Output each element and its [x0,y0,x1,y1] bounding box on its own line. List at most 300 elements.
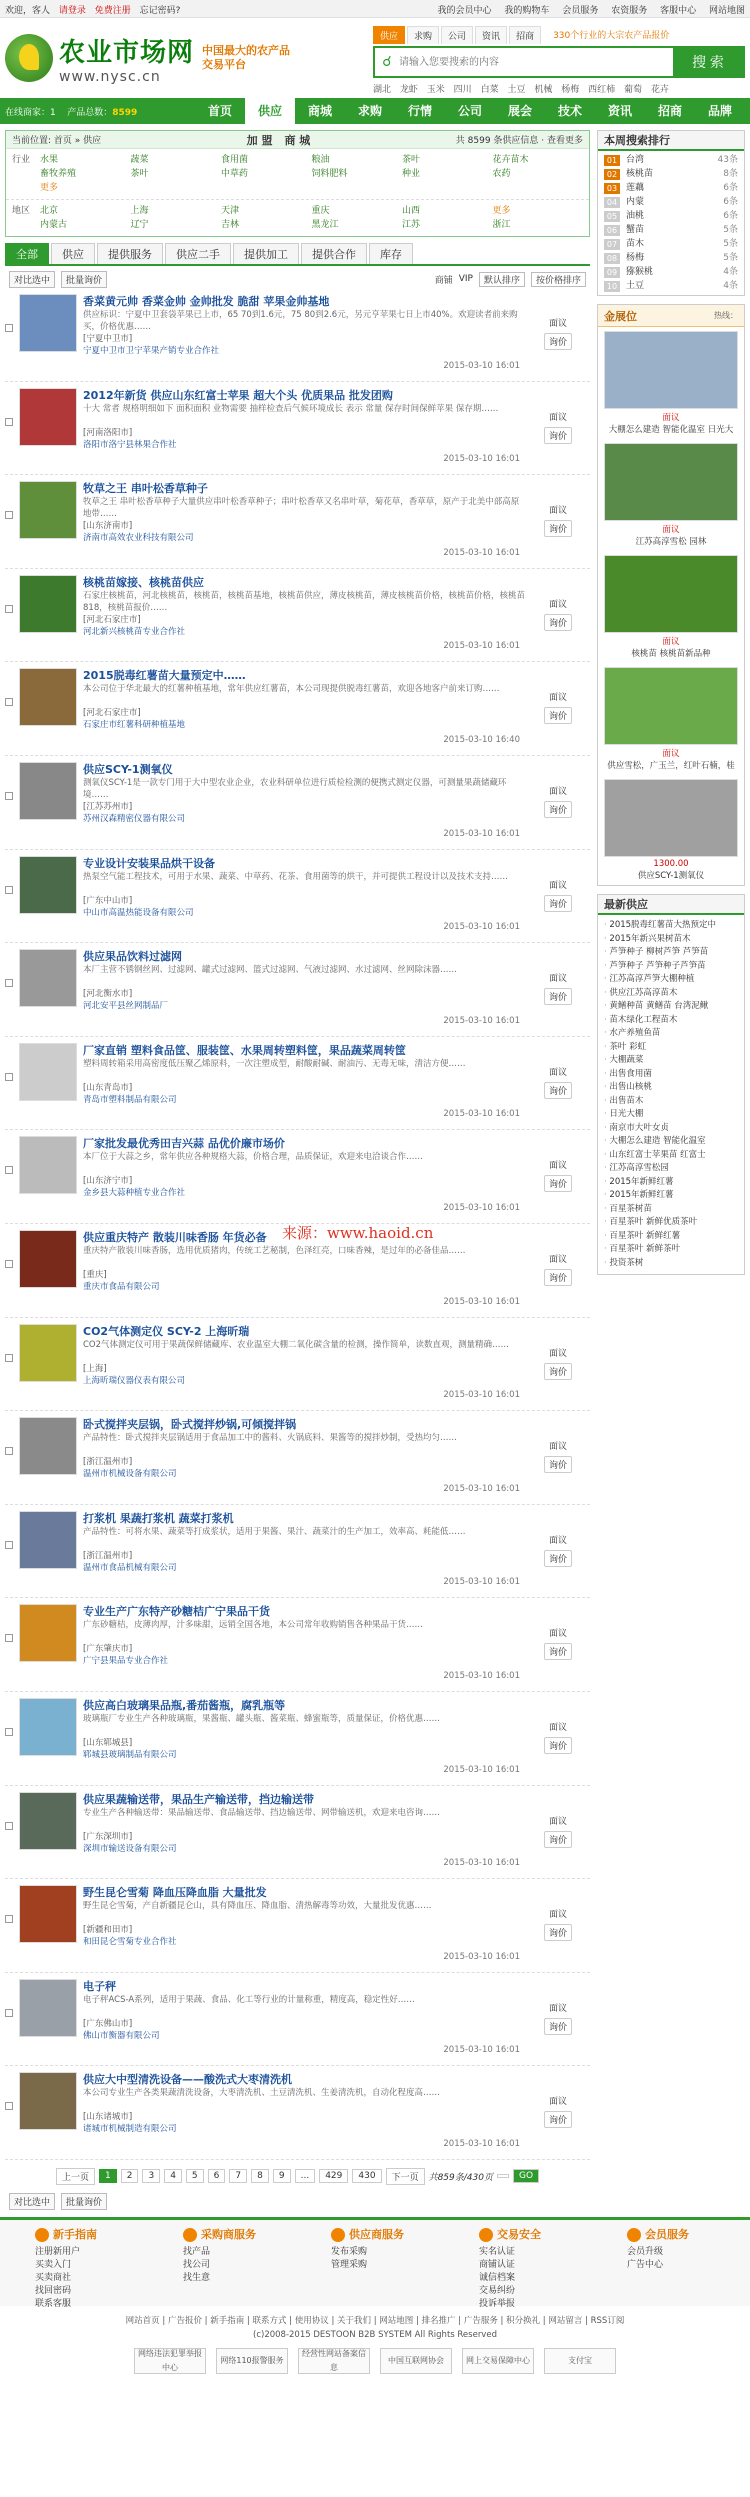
footer-link[interactable]: 找回密码 [35,2285,72,2296]
rank-item[interactable] [604,223,738,237]
list-item [5,662,590,756]
hotword[interactable]: 四川 [453,85,472,95]
company-name[interactable]: 宁夏中卫市卫宁苹果产销专业合作社 [83,346,220,356]
register-link[interactable]: 免费注册 [94,5,131,16]
inquiry-button[interactable]: 询价 [544,1831,572,1848]
latest-supply-item[interactable]: · 大棚怎么建造 智能化温室 [604,1135,738,1149]
nav-brand[interactable]: 品牌 [707,104,732,118]
rank-item[interactable] [604,265,738,279]
rank-item[interactable] [604,181,738,195]
company-name[interactable]: 石家庄市红薯科研种植基地 [83,720,186,731]
rank-item[interactable] [604,251,738,265]
product-thumbnail[interactable] [19,1324,77,1382]
company-name[interactable]: 河北安平县丝网制品厂 [83,1001,169,1012]
price-negotiable: 面议 [548,1254,567,1265]
product-title[interactable]: 牧草之王 串叶松香草种子 [83,482,208,496]
sort-select[interactable]: 默认排序 [479,272,525,287]
select-checkbox[interactable] [5,1698,19,1779]
trust-badge[interactable]: 支付宝 [544,2348,616,2374]
gold-booth-item[interactable] [598,327,744,439]
product-thumbnail[interactable] [19,762,77,820]
filter-option[interactable]: 粮油 [311,155,330,165]
latest-supply-item[interactable]: · 百星茶树苗 [604,1203,738,1217]
page-number[interactable]: 3 [142,2169,160,2183]
footer-link[interactable]: 诚信档案 [479,2272,516,2283]
latest-supply-item[interactable]: · 出售食用菌 [604,1068,738,1082]
page-number[interactable]: ... [295,2169,316,2183]
rank-item[interactable] [604,237,738,251]
inquiry-button[interactable]: 询价 [544,427,572,444]
latest-supply-item[interactable]: · 供应江苏高淳苗木 [604,987,738,1001]
filter-option[interactable]: 农药 [492,169,511,179]
hotword[interactable]: 玉米 [426,85,445,95]
gold-booth-image[interactable] [604,667,738,745]
product-date: 2015-03-10 16:01 [443,454,520,465]
agri-service-link[interactable]: 农资服务 [611,5,648,16]
select-checkbox[interactable] [5,856,19,937]
product-thumbnail[interactable] [19,1979,77,2037]
filter-option[interactable]: 水果 [40,155,59,165]
filter-option[interactable]: 更多 [492,206,511,216]
product-title[interactable]: 供应SCY-1测氧仪 [83,762,173,776]
page-number[interactable]: 429 [319,2169,348,2183]
inquiry-button[interactable]: 询价 [544,1082,572,1099]
list-item [5,288,590,382]
gold-booth-name[interactable]: 大棚怎么建造 智能化温室 日光大 [608,425,734,435]
product-title[interactable]: 厂家批发最优秀田吉兴蒜 品优价廉市场价 [83,1137,285,1151]
inquiry-button[interactable]: 询价 [544,1175,572,1192]
tab-second-hand[interactable]: 供应二手 [165,243,231,264]
latest-supply-item[interactable]: · 2015年新兴果树苗木 [604,933,738,947]
search-button[interactable]: 搜 索 [673,48,743,76]
company-name[interactable]: 重庆市食品有限公司 [83,1281,160,1292]
company-name[interactable]: 河北新兴核桃苗专业合作社 [83,626,186,637]
rank-keyword[interactable]: 台湾 [626,155,645,165]
latest-supply-item[interactable]: · 山东红富士苹果苗 红富士 [604,1149,738,1163]
product-thumbnail[interactable] [19,1885,77,1943]
hotword[interactable]: 西红柿 [588,85,616,95]
sitemap-link[interactable]: 网站地图 [708,5,745,16]
select-checkbox[interactable] [5,949,19,1030]
page-jump-input[interactable] [497,2174,509,2178]
site-logo[interactable] [5,32,355,85]
rank-keyword[interactable]: 猕猴桃 [626,267,654,277]
hotword[interactable]: 花卉 [650,85,669,95]
search-tab-invest[interactable]: 招商 [509,26,541,44]
company-name[interactable]: 佛山市衡器有限公司 [83,2030,160,2041]
nav-market[interactable]: 行情 [407,104,432,118]
member-service-link[interactable]: 会员服务 [562,5,599,16]
filter-option[interactable]: 重庆 [311,206,330,216]
rank-keyword[interactable]: 莲藕 [626,183,645,193]
filter-option[interactable]: 食用菌 [221,155,249,165]
filter-option[interactable]: 辽宁 [130,220,149,230]
latest-supply-item[interactable]: · 出售苗木 [604,1095,738,1109]
latest-supply-item[interactable]: · 2015年新鲜红薯 [604,1176,738,1190]
filter-option[interactable]: 蔬菜 [130,155,149,165]
nav-invest[interactable]: 招商 [657,104,682,118]
compare-button[interactable]: 对比选中 [9,2193,55,2210]
footer-column-label: 采购商服务 [201,2228,256,2242]
product-thumbnail[interactable] [19,1417,77,1475]
trust-badge[interactable]: 网络110报警服务 [216,2348,288,2374]
latest-supply-item[interactable]: · 苗木绿化工程苗木 [604,1014,738,1028]
latest-supply-item[interactable]: · 水产养殖鱼苗 [604,1027,738,1041]
footer-link[interactable]: 广告中心 [627,2259,664,2270]
product-title[interactable]: 供应重庆特产 散装川味香肠 年货必备 [83,1230,267,1244]
list-item [5,569,590,663]
page-number[interactable]: 2 [121,2169,139,2183]
gold-booth-image[interactable] [604,331,738,409]
latest-supply-item[interactable]: · 2015年新鲜红薯 [604,1189,738,1203]
filter-option[interactable]: 畜牧养殖 [40,169,77,179]
hotword[interactable]: 葡萄 [624,85,643,95]
filter-option[interactable]: 花卉苗木 [492,155,529,165]
filter-tab-join[interactable]: 加 盟 [246,133,273,147]
filter-option[interactable]: 更多 [40,183,59,193]
tab-cooperation[interactable]: 提供合作 [301,243,367,264]
nav-company[interactable]: 公司 [457,104,482,118]
footer-nav[interactable]: 网站首页 | 广告报价 | 新手指南 | 联系方式 | 使用协议 | 关于我们 | 网站地图 | 排名推广 | 广告服务 | 积分换礼 | 网站留言 | RSS订阅 [125,2315,625,2326]
nav-tech[interactable]: 技术 [557,104,582,118]
select-checkbox[interactable] [5,762,19,843]
company-name[interactable]: 金乡县大蒜种植专业合作社 [83,1188,186,1199]
product-title[interactable]: 供应果蔬输送带，果品生产输送带，挡边输送带 [83,1792,314,1806]
company-name[interactable]: 青岛市塑料制品有限公司 [83,1094,177,1105]
inquiry-button[interactable]: 询价 [544,333,572,350]
footer-link[interactable]: 买卖入门 [35,2259,72,2270]
bulk-inquiry-button[interactable]: 批量询价 [61,2193,107,2210]
filter-option[interactable]: 饲料肥料 [311,169,348,179]
company-name[interactable]: 诸城市机械制造有限公司 [83,2124,177,2135]
inquiry-button[interactable]: 询价 [544,801,572,818]
select-checkbox[interactable] [5,1417,19,1498]
hotword[interactable]: 杨梅 [561,85,580,95]
gold-booth-image[interactable] [604,779,738,857]
filter-option[interactable]: 江苏 [402,220,421,230]
filter-option[interactable]: 吉林 [221,220,240,230]
filter-option[interactable]: 天津 [221,206,240,216]
page-go-button[interactable]: GO [513,2169,539,2183]
gold-booth-item[interactable] [598,439,744,551]
page-number[interactable]: 430 [352,2169,381,2183]
product-thumbnail[interactable] [19,1604,77,1662]
inquiry-button[interactable]: 询价 [544,1924,572,1941]
product-title[interactable]: 供应果品饮料过滤网 [83,950,182,964]
rank-item[interactable] [604,279,738,293]
nav-home[interactable]: 首页 [207,104,232,118]
gold-booth-item[interactable] [598,551,744,663]
gold-booth-item[interactable] [598,663,744,775]
trust-badge[interactable]: 网络违法犯罪举报中心 [134,2348,206,2374]
footer-link[interactable]: 交易纠纷 [479,2285,516,2296]
inquiry-button[interactable]: 询价 [544,1456,572,1473]
tab-all[interactable]: 全部 [5,243,49,264]
vip-filter[interactable]: VIP [458,274,473,284]
product-date: 2015-03-10 16:01 [443,2138,520,2149]
select-checkbox[interactable] [5,1324,19,1405]
footer-link[interactable]: 商铺认证 [479,2259,516,2270]
filter-option[interactable]: 浙江 [492,220,511,230]
product-title[interactable]: 供应大中型清洗设备——酸洗式大枣清洗机 [83,2073,292,2087]
company-name[interactable]: 和田昆仑雪菊专业合作社 [83,1937,177,1948]
latest-supply-item[interactable]: · 茶叶 彩虹 [604,1041,738,1055]
forgot-password-link[interactable]: 忘记密码? [139,5,181,16]
rank-keyword[interactable]: 核桃苗 [626,169,654,179]
product-description: 本公司专业生产各类果蔬清洗设备，大枣清洗机、土豆清洗机、生姜清洗机，自动化程度高…… [83,2088,441,2099]
gold-booth-price: 面议 [662,637,680,647]
prev-page-button[interactable]: 上一页 [56,2168,95,2185]
product-title[interactable]: 电子秤 [83,1979,116,1993]
select-checkbox[interactable] [5,1230,19,1311]
latest-supply-item[interactable]: · 江苏高淳雪松园 [604,1162,738,1176]
latest-supply-item[interactable]: · 南京市大叶女贞 [604,1122,738,1136]
select-checkbox[interactable] [5,575,19,656]
rank-item[interactable] [604,195,738,209]
footer-link[interactable]: 买卖商社 [35,2272,72,2283]
search-tab-news[interactable]: 资讯 [475,26,507,44]
tab-supply[interactable]: 供应 [51,243,95,264]
product-title[interactable]: 专业设计安装果品烘干设备 [83,856,215,870]
rank-keyword[interactable]: 内蒙 [626,197,645,207]
footer-link[interactable]: 会员升级 [627,2246,664,2257]
rank-item[interactable] [604,167,738,181]
shop-filter[interactable]: 商铺 [434,275,453,286]
filter-option[interactable]: 内蒙古 [40,220,68,230]
latest-supply-item[interactable]: · 黄鳝种苗 黄鳝苗 台湾泥鳅 [604,1000,738,1014]
select-checkbox[interactable] [5,388,19,469]
hotword[interactable]: 机械 [534,85,553,95]
footer-link[interactable]: 找产品 [183,2246,211,2257]
footer-link[interactable]: 找公司 [183,2259,211,2270]
nav-supply[interactable]: 供应 [245,98,295,124]
tab-processing[interactable]: 提供加工 [233,243,299,264]
product-thumbnail[interactable] [19,856,77,914]
filter-option[interactable]: 山西 [402,206,421,216]
product-title[interactable]: 2015脱毒红薯苗大量预定中…… [83,669,246,683]
hotword[interactable]: 湖北 [373,85,392,95]
inquiry-button[interactable]: 询价 [544,1269,572,1286]
nav-expo[interactable]: 展会 [507,104,532,118]
company-name[interactable]: 上海昕瑞仪器仪表有限公司 [83,1375,186,1386]
select-checkbox[interactable] [5,2072,19,2153]
search-hot-text[interactable]: 330个行业的大宗农产品报价 [553,31,670,41]
latest-supply-item[interactable]: · 江苏高淳芦笋大棚种植 [604,973,738,987]
search-tab-supply[interactable]: 供应 [373,26,405,44]
latest-supply-item[interactable]: · 百星茶叶 新鲜优质茶叶 [604,1216,738,1230]
search-tab-company[interactable]: 公司 [441,26,473,44]
product-thumbnail[interactable] [19,1136,77,1194]
hotword[interactable]: 土豆 [507,85,526,95]
search-input[interactable] [399,48,673,76]
product-title[interactable]: 供应高白玻璃果品瓶,番茄酱瓶，腐乳瓶等 [83,1698,286,1712]
product-thumbnail[interactable] [19,949,77,1007]
company-name[interactable]: 中山市高温热能设备有限公司 [83,907,194,918]
product-location: [山东郓城县] [83,1737,133,1748]
bulk-inquiry-button[interactable]: 批量询价 [61,271,107,288]
search-tab-buy[interactable]: 求购 [407,26,439,44]
page-number[interactable]: 5 [186,2169,204,2183]
filter-option[interactable]: 种业 [402,169,421,179]
inquiry-button[interactable]: 询价 [544,2111,572,2128]
gold-booth-name[interactable]: 江苏高淳雪松 园林 [635,537,707,547]
filter-option[interactable]: 北京 [40,206,59,216]
product-thumbnail[interactable] [19,1230,77,1288]
product-thumbnail[interactable] [19,1511,77,1569]
footer-column-label: 交易安全 [497,2228,541,2242]
footer-link[interactable]: 联系客服 [35,2298,72,2309]
rank-keyword[interactable]: 苗木 [626,239,645,249]
company-name[interactable]: 郓城县玻璃制品有限公司 [83,1749,177,1760]
latest-supply-item[interactable]: · 投资茶树 [604,1257,738,1271]
product-thumbnail[interactable] [19,1043,77,1101]
latest-supply-item[interactable]: · 大棚蔬菜 [604,1054,738,1068]
select-checkbox[interactable] [5,294,19,375]
trust-badge[interactable]: 网上交易保障中心 [462,2348,534,2374]
inquiry-button[interactable]: 询价 [544,1737,572,1754]
tab-service[interactable]: 提供服务 [97,243,163,264]
gold-booth-image[interactable] [604,555,738,633]
product-thumbnail[interactable] [19,388,77,446]
latest-supply-item[interactable]: · 2015脱毒红薯苗大热预定中 [604,919,738,933]
rank-keyword[interactable]: 蟹苗 [626,225,645,235]
nav-buy[interactable]: 求购 [357,104,382,118]
inquiry-button[interactable]: 询价 [544,614,572,631]
inquiry-button[interactable]: 询价 [544,988,572,1005]
rank-keyword[interactable]: 油桃 [626,211,645,221]
product-thumbnail[interactable] [19,1698,77,1756]
footer-link[interactable]: 注册新用户 [35,2246,81,2257]
rank-keyword[interactable]: 杨梅 [626,253,645,263]
filter-tab-mall[interactable]: 商 城 [284,133,311,147]
page-number[interactable]: 8 [251,2169,269,2183]
latest-supply-item[interactable]: · 出售山核桃 [604,1081,738,1095]
product-thumbnail[interactable] [19,575,77,633]
price-negotiable: 面议 [548,599,567,610]
product-location: [山东济宁市] [83,1176,133,1187]
page-number[interactable]: 4 [164,2169,182,2183]
select-checkbox[interactable] [5,1792,19,1873]
gold-booth-item[interactable] [598,775,744,885]
filter-option[interactable]: 中草药 [221,169,249,179]
gold-booth-image[interactable] [604,443,738,521]
product-title[interactable]: CO2气体测定仪 SCY-2 上海昕瑞 [83,1324,250,1338]
latest-supply-item[interactable]: · 芦笋种子 柳树芦笋 芦笋苗 [604,946,738,960]
latest-supply-item[interactable]: · 百星茶叶 新鲜红薯 [604,1230,738,1244]
filter-option[interactable]: 茶叶 [130,169,149,179]
rank-item[interactable] [604,209,738,223]
select-checkbox[interactable] [5,1136,19,1217]
company-name[interactable]: 深圳市输送设备有限公司 [83,1843,177,1854]
price-sort-select[interactable]: 按价格排序 [531,272,586,287]
company-name[interactable]: 温州市食品机械有限公司 [83,1562,177,1573]
page-number[interactable]: 9 [273,2169,291,2183]
rank-count: 6条 [723,197,738,207]
filter-option[interactable]: 上海 [130,206,149,216]
company-name[interactable]: 广宁县果品专业合作社 [83,1656,169,1667]
inquiry-button[interactable]: 询价 [544,1363,572,1380]
trust-badge[interactable]: 中国互联网协会 [380,2348,452,2374]
company-name[interactable]: 济南市高效农业科技有限公司 [83,533,194,544]
footer-link[interactable]: 投诉举报 [479,2298,516,2309]
company-name[interactable]: 洛阳市洛宁县林果合作社 [83,439,177,450]
inquiry-button[interactable]: 询价 [544,707,572,724]
select-checkbox[interactable] [5,668,19,749]
select-checkbox[interactable] [5,1043,19,1124]
rank-keyword[interactable]: 土豆 [626,281,645,291]
product-title[interactable]: 打浆机 果蔬打浆机 蔬菜打浆机 [83,1511,234,1525]
select-checkbox[interactable] [5,1979,19,2060]
footer-link[interactable]: 找生意 [183,2272,211,2283]
gold-booth-name[interactable]: 核桃苗 核桃苗新品种 [631,649,711,659]
cart-link[interactable]: 我的购物车 [504,5,550,16]
tab-stock[interactable]: 库存 [369,243,413,264]
customer-service-link[interactable]: 客服中心 [660,5,697,16]
product-thumbnail[interactable] [19,294,77,352]
login-link[interactable]: 请登录 [58,5,86,16]
product-thumbnail[interactable] [19,481,77,539]
page-number[interactable]: 6 [208,2169,226,2183]
nav-mall[interactable]: 商城 [307,104,332,118]
gold-booth-name[interactable]: 供应SCY-1测氧仪 [637,871,705,881]
footer-link[interactable]: 实名认证 [479,2246,516,2257]
product-title[interactable]: 厂家直销 塑料食品筐、服装筐、水果周转塑料筐，果品蔬菜周转筐 [83,1043,406,1057]
rank-count: 8条 [723,169,738,179]
latest-supply-item[interactable]: · 日光大棚 [604,1108,738,1122]
member-center-link[interactable]: 我的会员中心 [437,5,492,16]
inquiry-button[interactable]: 询价 [544,2018,572,2035]
select-checkbox[interactable] [5,1511,19,1592]
inquiry-button[interactable]: 询价 [544,1550,572,1567]
product-thumbnail[interactable] [19,2072,77,2130]
nav-news[interactable]: 资讯 [607,104,632,118]
inquiry-button[interactable]: 询价 [544,520,572,537]
company-name[interactable]: 温州市机械设备有限公司 [83,1469,177,1480]
product-title[interactable]: 香菜黄元帅 香菜金帅 金帅批发 脆甜 苹果金帅基地 [83,295,330,308]
product-title[interactable]: 卧式搅拌夹层锅，卧式搅拌炒锅,可倾搅拌锅 [83,1418,297,1432]
gold-booth-name[interactable]: 供应雪松，广玉兰，红叶石楠，桂 [607,761,735,771]
page-number[interactable]: 1 [99,2169,117,2183]
product-title[interactable]: 核桃苗嫁接、核桃苗供应 [83,575,204,589]
product-description: 专业生产各种输送带：果品输送带、食品输送带、挡边输送带、网带输送机，欢迎来电咨询…… [83,1807,441,1818]
latest-supply-item[interactable]: · 百星茶叶 新鲜茶叶 [604,1243,738,1257]
product-title[interactable]: 2012年新货 供应山东红富士苹果 超大个头 优质果品 批发团购 [83,388,393,402]
compare-button[interactable]: 对比选中 [9,271,55,288]
footer-link[interactable]: 发布采购 [331,2246,368,2257]
select-checkbox[interactable] [5,1604,19,1685]
inquiry-button[interactable]: 询价 [544,895,572,912]
filter-summary[interactable]: 共 8599 条供应信息 · 查看更多 [455,136,583,146]
filter-option[interactable]: 茶叶 [402,155,421,165]
page-number[interactable]: 7 [229,2169,247,2183]
latest-supply-item[interactable]: · 芦笋种子 芦笋种子芦笋苗 [604,960,738,974]
inquiry-button[interactable]: 询价 [544,1643,572,1660]
hotword[interactable]: 龙虾 [399,85,418,95]
company-name[interactable]: 苏州汉森精密仪器有限公司 [83,813,186,824]
product-title[interactable]: 野生昆仑雪菊 降血压降血脂 大量批发 [83,1886,267,1900]
footer-link[interactable]: 管理采购 [331,2259,368,2270]
select-checkbox[interactable] [5,481,19,562]
product-thumbnail[interactable] [19,1792,77,1850]
next-page-button[interactable]: 下一页 [386,2168,425,2185]
product-thumbnail[interactable] [19,668,77,726]
filter-option[interactable]: 黑龙江 [311,220,339,230]
hotword[interactable]: 白菜 [480,85,499,95]
product-title[interactable]: 专业生产广东特产砂糖桔广宁果品干货 [83,1605,270,1619]
select-checkbox[interactable] [5,1885,19,1966]
rank-item[interactable] [604,153,738,167]
trust-badge[interactable]: 经营性网站备案信息 [298,2348,370,2374]
